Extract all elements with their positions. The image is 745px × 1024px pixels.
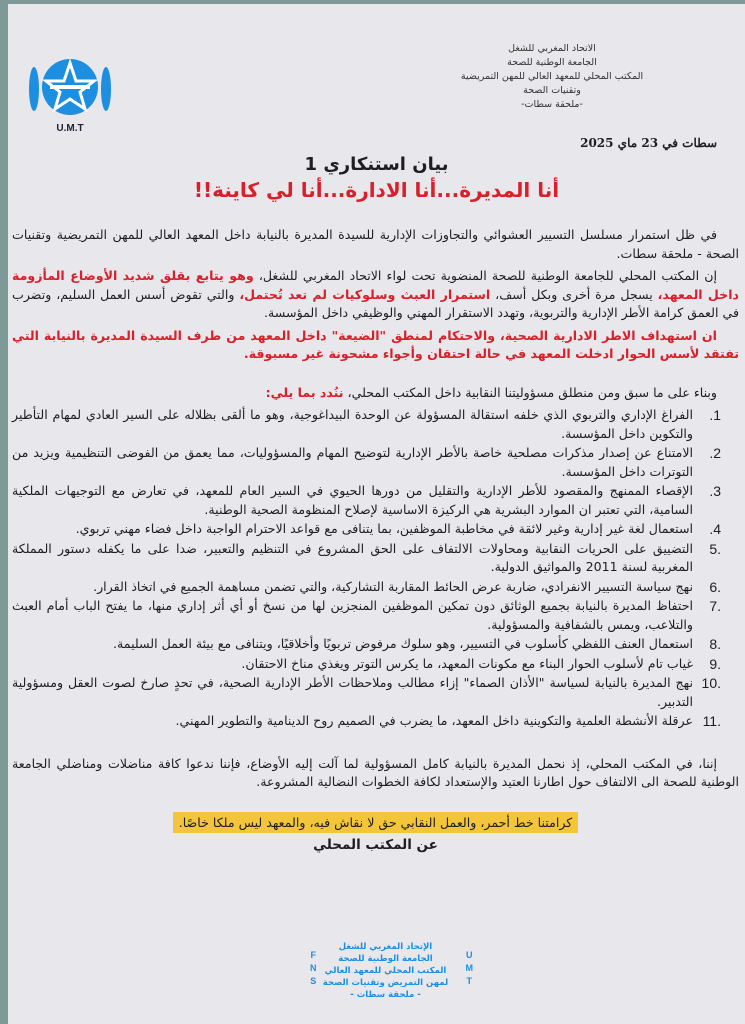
- list-item: [12, 712, 721, 731]
- item-text: عرقلة الأنشطة العلمية والتكوينية داخل المعهد، ما يضرب في الصميم روح الدينامية والتطوير المهني.: [175, 713, 693, 728]
- stamp-letters-right: U M T: [465, 950, 473, 986]
- logo-text: U.M.T: [56, 123, 84, 134]
- item-number: 2.: [709, 445, 721, 461]
- item-number: .11: [702, 713, 721, 729]
- item-text: استعمال العنف اللفظي كأسلوب في التسيير، وهو سلوك مرفوض تربويًا وأخلاقيًا، ويتنافى مع بيئة العمل السليمة.: [113, 636, 693, 651]
- item-text: الفراغ الإداري والتربوي الذي خلفه استقالة المسؤولة عن الوحدة البيداغوجية، وهو ما ألقى بظلاله على السير العادي لمهام التأطير والتكوين داخل المؤسسة.: [12, 407, 693, 441]
- text: وبناء على ما سبق ومن منطلق مسؤوليتنا النقابية داخل المكتب المحلي،: [343, 384, 717, 400]
- paragraph-context: في ظل استمرار مسلسل التسيير العشوائي والتجاوزات الإدارية للسيدة المديرة بالنيابة داخل المعهد العالي للمهن التمريضية وتقنيات الصحة - ملحقة سطات.: [12, 227, 739, 261]
- stamp-line: - ملحقة سطات -: [350, 990, 421, 1000]
- item-text: استعمال لغة غير إدارية وغير لائقة في مخاطبة الموظفين، بما يتنافى مع قواعد الاحترام الواجبة داخل فضاء مهني تربوي.: [75, 521, 693, 536]
- highlighted-slogan: كرامتنا خط أحمر، والعمل النقابي حق لا نقاش فيه، والمعهد ليس ملكا خاصًا.: [173, 812, 579, 833]
- letterhead-line: الاتحاد المغربي للشغل: [508, 43, 596, 54]
- list-item: [12, 482, 721, 519]
- emphasis-text: استمرار العبث وسلوكيات لم تعد تُحتمل،: [239, 286, 491, 302]
- item-text: التضييق على الحريات النقابية ومحاولات الالتفاف على الحق المشروع في التنظيم والتعبير، ضدا على ما يكفله دستور المملكة المغربية لسنة 2011 والمواثيق الدولية.: [12, 540, 693, 574]
- paragraph-position: [12, 267, 739, 323]
- item-text: الامتناع عن إصدار مذكرات مصلحية خاصة بالأطر الإدارية لتوضيح المهام والمسؤوليات، مما يعمق من الفوضى التنظيمية ويزيد من التوترات داخل المؤسسة.: [12, 445, 693, 479]
- item-number: .5: [709, 540, 721, 557]
- list-item: [12, 635, 721, 654]
- grievance-list: [12, 406, 739, 731]
- stamp-line: المكتب المحلي للمعهد العالي: [324, 966, 447, 976]
- list-item: [12, 540, 721, 577]
- item-number: 4.: [709, 521, 721, 537]
- stamp-letters-left: F N S: [310, 950, 317, 986]
- item-number: 1.: [709, 407, 721, 423]
- letterhead-line: وتقنيات الصحة: [523, 85, 581, 96]
- item-text: غياب تام لأسلوب الحوار البناء مع مكونات المعهد، ما يكرس التوتر ويغذي مناخ الاحتقان.: [241, 655, 693, 671]
- item-number: .8: [709, 636, 721, 652]
- list-item: [12, 444, 721, 481]
- stamp-line: الجامعة الوطنية للصحة: [338, 954, 433, 964]
- emphasis-text: وهو يتابع بقلق شديد الأوضاع المأزومة داخل المعهد،: [12, 268, 739, 302]
- emphasis-text: ننُدد بما يلي:: [265, 384, 344, 400]
- document-page: [8, 4, 745, 1024]
- letterhead: [437, 42, 667, 112]
- list-intro: [12, 384, 739, 403]
- list-item: [12, 406, 721, 443]
- stamp-line: لمهن التمريض وتقنيات الصحة: [322, 978, 449, 988]
- item-text: الإقصاء الممنهج والمقصود للأطر الإدارية والتقليل من دورها الحيوي في السير العام للمعهد، في تعارض مع التوجيهات الملكية السامية، التي تعتبر ان الموارد البشرية هي الركيزة الاساسية لإصلاح المنظومة الصحية الوطنية.: [12, 483, 693, 517]
- umt-logo: [22, 49, 118, 135]
- item-number: .7: [709, 598, 721, 614]
- list-item: [12, 674, 721, 711]
- statement-body: [12, 226, 739, 855]
- text: إن المكتب المحلي للجامعة الوطنية للصحة المنضوية تحت لواء الاتحاد المغربي للشغل،: [253, 268, 717, 283]
- letterhead-line: الجامعة الوطنية للصحة: [507, 57, 597, 68]
- paragraph-red: ان استهداف الاطر الادارية الصحية، والاحتكام لمنطق "الضيعة" داخل المعهد من طرف السيدة المديرة بالنيابة التي تفتقد لأسس الحوار ادخلت المعهد في حالة احتقان وأجواء مشحونة غير مسبوقة.: [12, 327, 739, 361]
- text: يسجل مرة أخرى وبكل أسف،: [490, 286, 658, 302]
- union-stamp: [298, 941, 473, 1001]
- stamp-line: الإتحاد المغربي للشغل: [338, 942, 433, 952]
- item-number: .6: [709, 578, 721, 595]
- date: سطات في 23 ماي 2025: [580, 136, 717, 150]
- item-text: احتفاظ المديرة بالنيابة بجميع الوثائق دون تمكين الموظفين المنجزين لها من نسخ أو أي أثر إداري منها، ما يفتح الباب أمام العبث والتلاعب، ويمس بالشفافية والمسؤولية.: [12, 598, 693, 632]
- item-number: .9: [709, 655, 721, 672]
- item-text: نهج المديرة بالنيابة لسياسة "الأذان الصماء" إزاء مطالب وملاحظات الأطر الإدارية الصحية، في تحدٍ صارخ لصوت العقل ومسؤولية التدبير.: [12, 675, 693, 709]
- statement-subtitle: أنا المديرة...أنا الادارة...أنا لي كاينة!!: [193, 178, 560, 202]
- closing-paragraph: إننا، في المكتب المحلي، إذ نحمل المديرة بالنيابة كامل المسؤولية لما آلت إليه الأوضاع، فإننا ندعوا كافة مناضلات ومناضلي الجامعة الوطنية للصحة الى الالتفاف حول اطارنا العتيد والإستعداد لكافة الخطوات النضالية المشروعة.: [12, 755, 739, 789]
- letterhead-line: المكتب المحلي للمعهد العالي للمهن التمريضية: [460, 71, 644, 82]
- item-number: 3.: [709, 483, 721, 499]
- letterhead-line: -ملحقة سطات-: [521, 99, 583, 110]
- item-text: نهج سياسة التسيير الانفرادي، ضاربة عرض الحائط المقاربة التشاركية، والتي تضمن مساهمة الجميع في اتخاذ القرار.: [93, 578, 693, 594]
- text: والتي تقوض أسس العمل السليم، وتضرب في العمق كرامة الأطر الإدارية والتربوية، وتهدد الاستقرار المهني والوظيفي داخل المؤسسة.: [12, 286, 739, 320]
- statement-title: بيان استنكاري 1: [304, 154, 449, 175]
- list-item: [12, 578, 721, 597]
- signature: عن المكتب المحلي: [313, 837, 438, 853]
- list-item: [12, 655, 721, 674]
- list-item: [12, 520, 721, 539]
- list-item: [12, 597, 721, 634]
- item-number: .10: [701, 675, 721, 691]
